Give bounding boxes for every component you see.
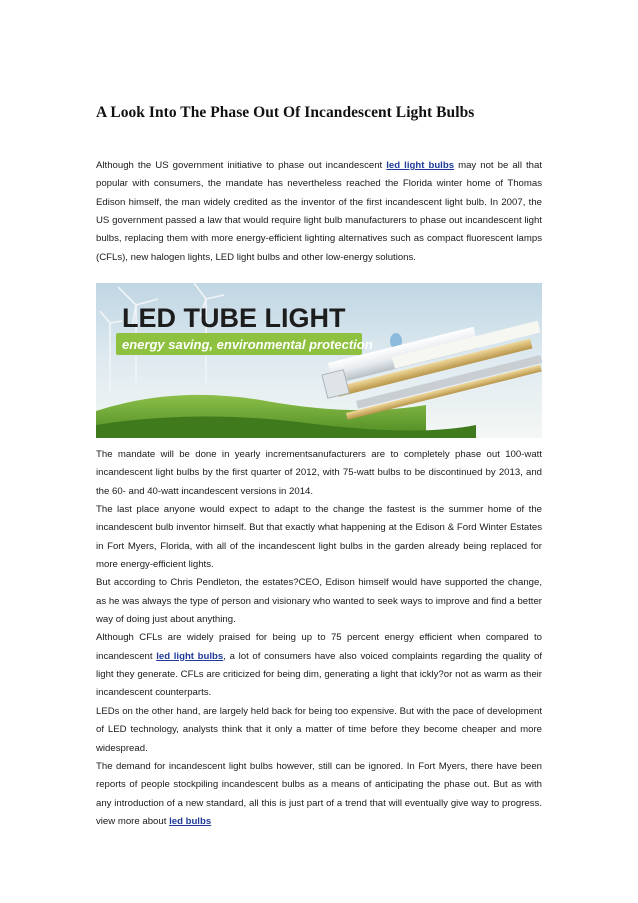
paragraph-mandate: The mandate will be done in yearly incrementsanufacturers are to completely phase out 100-watt incandescent light bulbs by the first quarter of 2012, with 75-watt bulbs to be discontinued by 2013, and the 60- and 40-watt incandescent versions in 2014. xyxy=(96,449,542,497)
body-text xyxy=(96,446,542,831)
paragraph-pendleton: But according to Chris Pendleton, the estates?CEO, Edison himself would have supported the change, as he was always the type of person and visionary who wanted to seek ways to improve and find a better way of doing just about anything. xyxy=(96,577,542,626)
paragraph-demand xyxy=(96,758,542,831)
intro-paragraph xyxy=(96,157,542,267)
banner-image xyxy=(96,283,542,438)
intro-text-1: Although the US government initiative to phase out incandescent xyxy=(96,160,387,171)
led-light-bulbs-link-2[interactable]: led light bulbs xyxy=(156,650,224,662)
paragraph-cfls xyxy=(96,629,542,702)
led-bulbs-link[interactable]: led bulbs xyxy=(169,815,212,827)
demand-text: The demand for incandescent light bulbs however, still can be ignored. In Fort Myers, there have been reports of people stockpiling incandescent bulbs as a means of anticipating the phase out. But as with any introduction of a new standard, all this is just part of a trend that will eventually give way to progress. view more about xyxy=(96,760,542,827)
paragraph-edison-estate: The last place anyone would expect to adapt to the change the fastest is the summer home of the incandescent bulb inventor himself. But that exactly what happening at the Edison & Ford Winter Estates in Fort Myers, Florida, with all of the incandescent light bulbs in the garden already being replaced for more energy-efficient lights. xyxy=(96,504,542,571)
led-light-bulbs-link[interactable]: led light bulbs xyxy=(386,160,455,171)
banner-headline: LED TUBE LIGHT xyxy=(122,303,346,333)
intro-text-2: may not be all that popular with consumers, the mandate has nevertheless reached the Florida winter home of Thomas Edison himself, the man widely credited as the inventor of the first incandescent light bulb. In 2007, the US government passed a law that would require light bulb manufacturers to phase out incandescent light bulbs, replacing them with more energy-efficient lighting alternatives such as compact fluorescent lamps (CFLs), new halogen lights, LED light bulbs and other low-energy solutions. xyxy=(96,160,542,263)
banner-tagline: energy saving, environmental protection xyxy=(122,337,373,352)
paragraph-leds: LEDs on the other hand, are largely held back for being too expensive. But with the pace of development of LED technology, analysts think that it only a matter of time before they become cheaper and more widespread. xyxy=(96,705,542,754)
cfls-text-2: , a lot of consumers have also voiced complaints regarding the quality of light they generate. CFLs are criticized for being dim, generating a light that ickly?or not as warm as their incandescent counterparts. xyxy=(96,650,543,699)
page-title: A Look Into The Phase Out Of Incandescent Light Bulbs xyxy=(96,104,475,121)
led-tube-light-banner xyxy=(96,283,542,438)
cfls-text-1: Although CFLs are widely praised for being up to 75 percent energy efficient when compared to incandescent xyxy=(96,632,542,662)
